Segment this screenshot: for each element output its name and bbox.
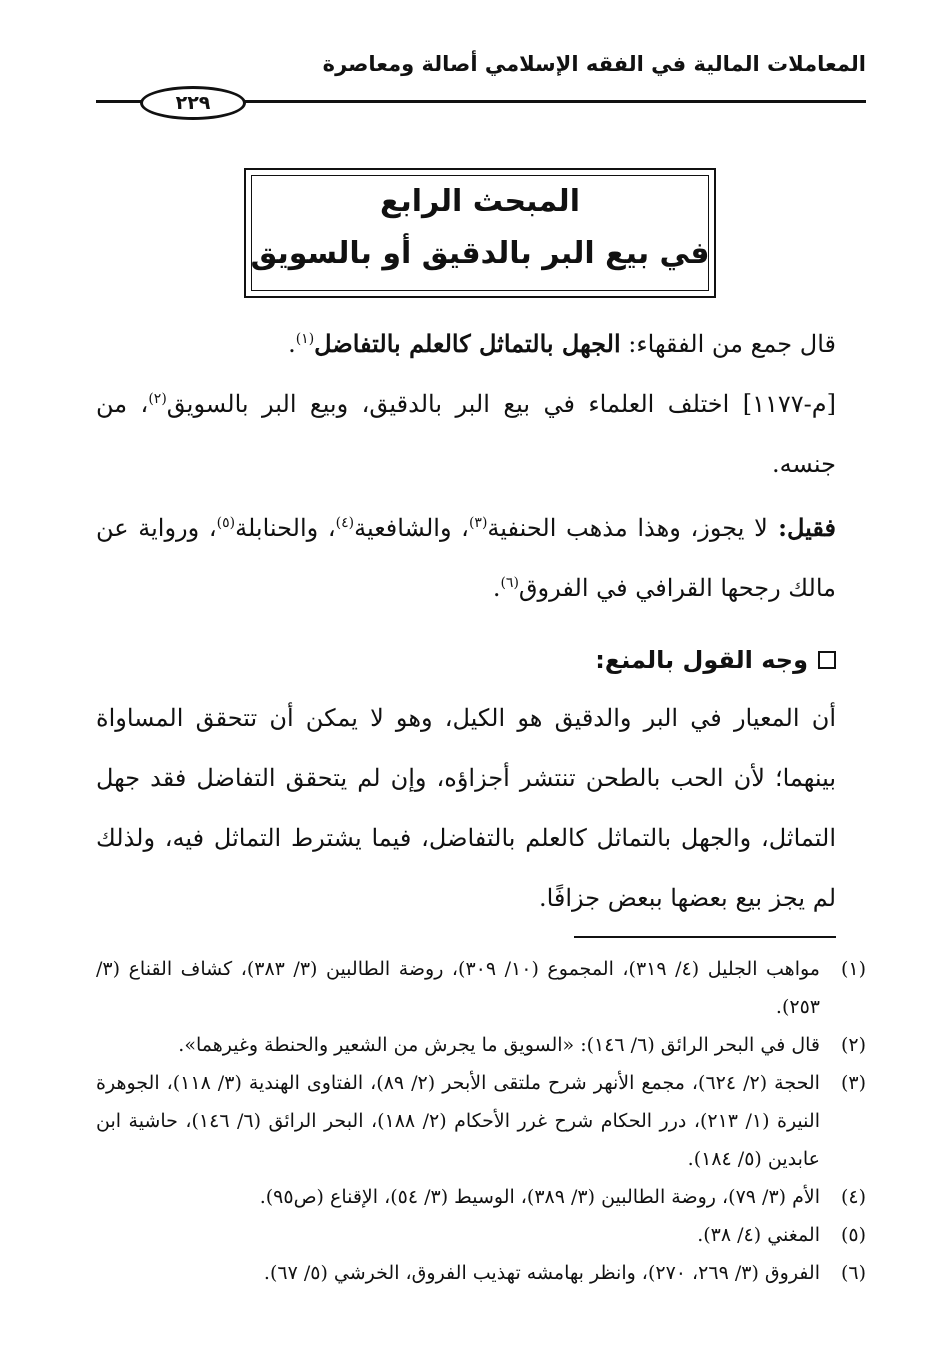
footnote-ref-4[interactable]: (٤) <box>335 515 355 531</box>
page-number: ٢٢٩ <box>140 86 246 120</box>
footnote-number: (٥) <box>840 1224 866 1246</box>
footnote-ref-3[interactable]: (٣) <box>468 515 488 531</box>
paragraph-first-opinion <box>96 498 836 618</box>
footnote-item <box>96 1064 866 1178</box>
footnote-number: (٣) <box>840 1072 866 1094</box>
opinion-text-1: لا يجوز، وهذا مذهب الحنفية <box>487 514 768 542</box>
footnote-number: (١) <box>840 958 866 980</box>
footnote-ref-5[interactable]: (٥) <box>216 515 236 531</box>
footnote-text: المغني (٤/ ٣٨). <box>697 1224 820 1246</box>
section-heading-subtitle: في بيع البر بالدقيق أو بالسويق <box>250 236 710 271</box>
footnote-text: الأم (٣/ ٧٩)، روضة الطالبين (٣/ ٣٨٩)، الوسيط (٣/ ٥٤)، الإقناع (ص٩٥). <box>259 1186 820 1208</box>
issue-text-end: ، من جنسه. <box>96 390 836 478</box>
footnote-item <box>96 1026 866 1064</box>
footnote-text: الحجة (٢/ ٦٢٤)، مجمع الأنهر شرح ملتقى الأبحر (٢/ ٨٩)، الفتاوى الهندية (٣/ ١١٨)، الجوهرة النيرة (١/ ٢١٣)، درر الحكام شرح غرر الأحكام (٢/ ١٨٨)، البحر الرائق (٦/ ١٤٦)، حاشية ابن عابدين (٥/ ١٨٤). <box>96 1072 820 1170</box>
section-heading-title: المبحث الرابع <box>380 184 580 219</box>
footnote-separator <box>574 936 836 938</box>
footnote-text: مواهب الجليل (٤/ ٣١٩)، المجموع (١٠/ ٣٠٩)، روضة الطالبين (٣/ ٣٨٣)، كشاف القناع (٣/ ٢٥٣). <box>96 958 820 1018</box>
footnote-number: (٤) <box>840 1186 866 1208</box>
footnote-item <box>96 1178 866 1216</box>
subheading-prohibition-reason: وجه القول بالمنع: <box>595 646 808 674</box>
opinion-text-5: . <box>492 574 501 602</box>
legal-maxim: الجهل بالتماثل كالعلم بالتفاضل <box>314 329 621 358</box>
paragraph-lead: قال جمع من الفقهاء: <box>620 330 836 358</box>
footnote-text: الفروق (٣/ ٢٦٩، ٢٧٠)، وانظر بهامشه تهذيب الفروق، الخرشي (٥/ ٦٧). <box>263 1262 820 1284</box>
opinion-text-4: ، ورواية عن مالك رجحها القرافي في الفروق <box>96 514 836 602</box>
footnote-ref-2[interactable]: (٢) <box>148 391 167 407</box>
opinion-lead: فقيل: <box>767 513 837 542</box>
subheading-row <box>96 630 836 690</box>
footnote-ref-1[interactable]: (١) <box>295 331 315 347</box>
issue-text: [م-١١٧٧] اختلف العلماء في بيع البر بالدقيق، وبيع البر بالسويق <box>166 390 837 418</box>
paragraph-prohibition-reason: أن المعيار في البر والدقيق هو الكيل، وهو لا يمكن أن تتحقق المساواة بينهما؛ لأن الحب بالطحن تنتشر أجزاؤه، وإن لم يتحقق التفاضل فقد جهل التماثل، والجهل بالتماثل كالعلم بالتفاضل، فيما يشترط التماثل فيه، ولذلك لم يجز بيع بعضها ببعض جزافًا. <box>96 704 836 912</box>
running-title: المعاملات المالية في الفقه الإسلامي أصالة ومعاصرة <box>322 52 866 76</box>
opinion-text-2: ، والشافعية <box>354 514 469 542</box>
footnote-number: (٢) <box>840 1034 866 1056</box>
opinion-text-3: ، والحنابلة <box>235 514 336 542</box>
footnote-ref-6[interactable]: (٦) <box>500 575 519 591</box>
paragraph-issue <box>96 374 836 494</box>
footnote-number: (٦) <box>840 1262 866 1284</box>
footnote-text: قال في البحر الرائق (٦/ ١٤٦): «السويق ما يجرش من الشعير والحنطة وغيرهما». <box>178 1034 820 1056</box>
paragraph-end: . <box>288 330 296 358</box>
checkbox-square-icon <box>818 651 836 669</box>
footnote-item <box>96 1254 866 1292</box>
footnote-item <box>96 950 866 1026</box>
footnotes-list <box>96 950 866 1292</box>
paragraph-rule-statement <box>96 314 836 374</box>
section-heading-box <box>244 168 716 298</box>
footnote-item <box>96 1216 866 1254</box>
